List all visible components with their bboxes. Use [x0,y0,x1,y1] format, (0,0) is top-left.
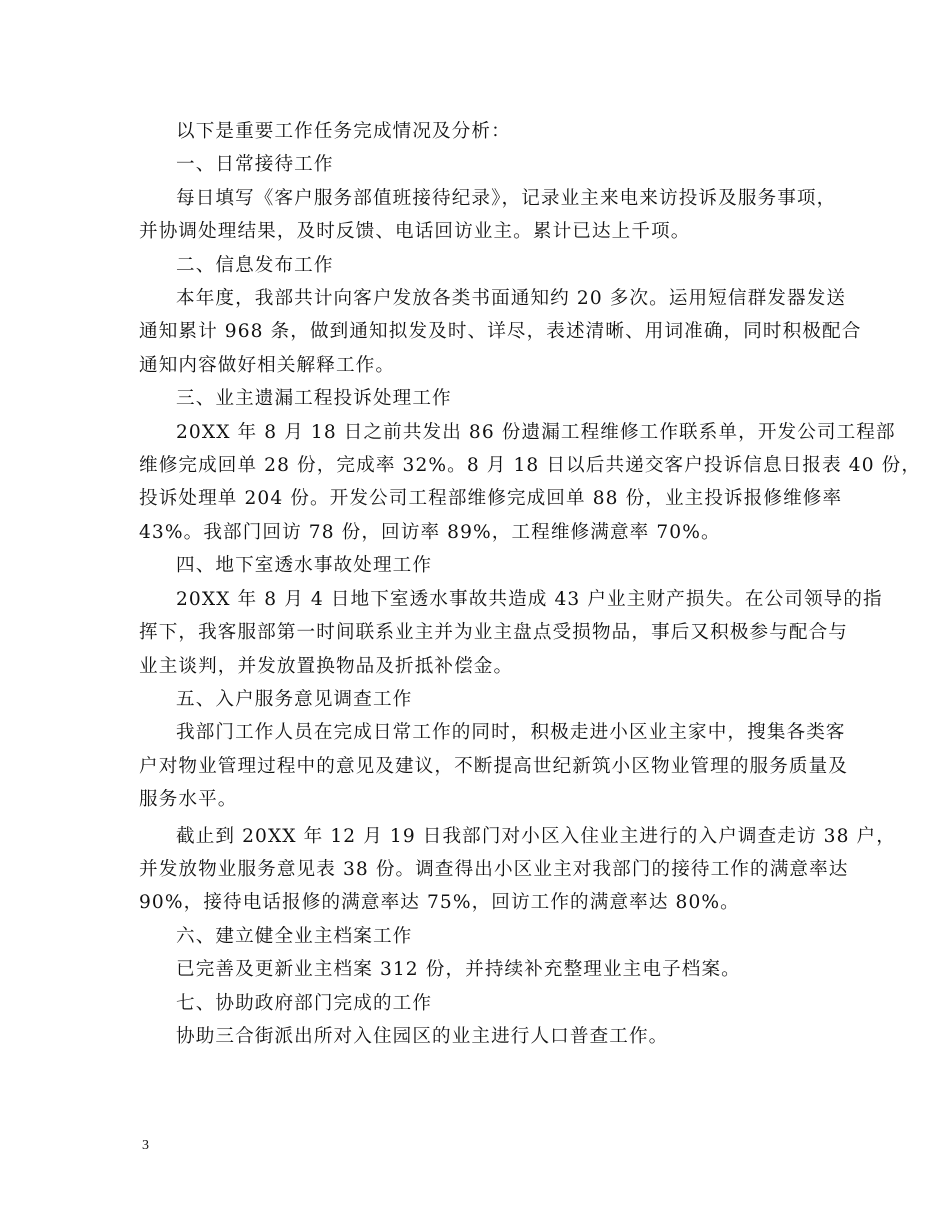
paragraph-line: 通知累计 968 条，做到通知拟发及时、详尽，表述清晰、用词准确，同时积极配合 [139,321,862,343]
paragraph-line: 已完善及更新业主档案 312 份，并持续补充整理业主电子档案。 [176,959,741,981]
document-body [139,115,922,1053]
paragraph-line: 90%，接待电话报修的满意率达 75%，回访工作的满意率达 80%。 [139,892,740,914]
paragraph-line: 并发放物业服务意见表 38 份。调查得出小区业主对我部门的接待工作的满意率达 [139,858,849,880]
paragraph-line: 投诉处理单 204 份。开发公司工程部维修完成回单 88 份，业主投诉报修维修率 [139,488,843,510]
paragraph-line: 每日填写《客户服务部值班接待纪录》，记录业主来电来访投诉及服务事项， [176,187,837,209]
section-heading: 一、日常接待工作 [176,154,334,176]
paragraph-line: 20XX 年 8 月 4 日地下室透水事故共造成 43 户业主财产损失。在公司领导的指 [176,588,883,610]
paragraph-line: 我部门工作人员在完成日常工作的同时，积极走进小区业主家中，搜集各类客 [176,722,846,744]
section-heading: 五、入户服务意见调查工作 [176,688,413,710]
page-number: 3 [142,1138,149,1153]
paragraph-line: 并协调处理结果，及时反馈、电话回访业主。累计已达上千项。 [139,221,691,243]
paragraph-line: 20XX 年 8 月 18 日之前共发出 86 份遗漏工程维修工作联系单，开发公司工程部 [176,421,896,443]
paragraph-line: 户对物业管理过程中的意见及建议，不断提高世纪新筑小区物业管理的服务质量及 [139,755,848,777]
section-heading: 六、建立健全业主档案工作 [176,925,413,947]
paragraph-line: 维修完成回单 28 份，完成率 32%。8 月 18 日以后共递交客户投诉信息日报表 40 份， [139,455,922,477]
paragraph-line: 本年度，我部共计向客户发放各类书面通知约 20 多次。运用短信群发器发送 [176,288,847,310]
paragraph-line: 43%。我部门回访 78 份，回访率 89%，工程维修满意率 70%。 [139,521,721,543]
paragraph-line: 服务水平。 [139,789,238,811]
paragraph-line: 业主谈判，并发放置换物品及折抵补偿金。 [139,655,514,677]
section-heading: 七、协助政府部门完成的工作 [176,992,433,1014]
section-heading: 四、地下室透水事故处理工作 [176,555,433,577]
section-heading: 三、业主遗漏工程投诉处理工作 [176,388,452,410]
paragraph-line: 截止到 20XX 年 12 月 19 日我部门对小区入住业主进行的入户调查走访 38 户， [176,825,896,847]
paragraph-line: 以下是重要工作任务完成情况及分析： [176,121,511,142]
section-heading: 二、信息发布工作 [176,254,334,276]
paragraph-line: 通知内容做好相关解释工作。 [139,354,396,376]
paragraph-line: 协助三合街派出所对入住园区的业主进行人口普查工作。 [176,1025,669,1047]
paragraph-line: 挥下，我客服部第一时间联系业主并为业主盘点受损物品，事后又积极参与配合与 [139,622,848,644]
